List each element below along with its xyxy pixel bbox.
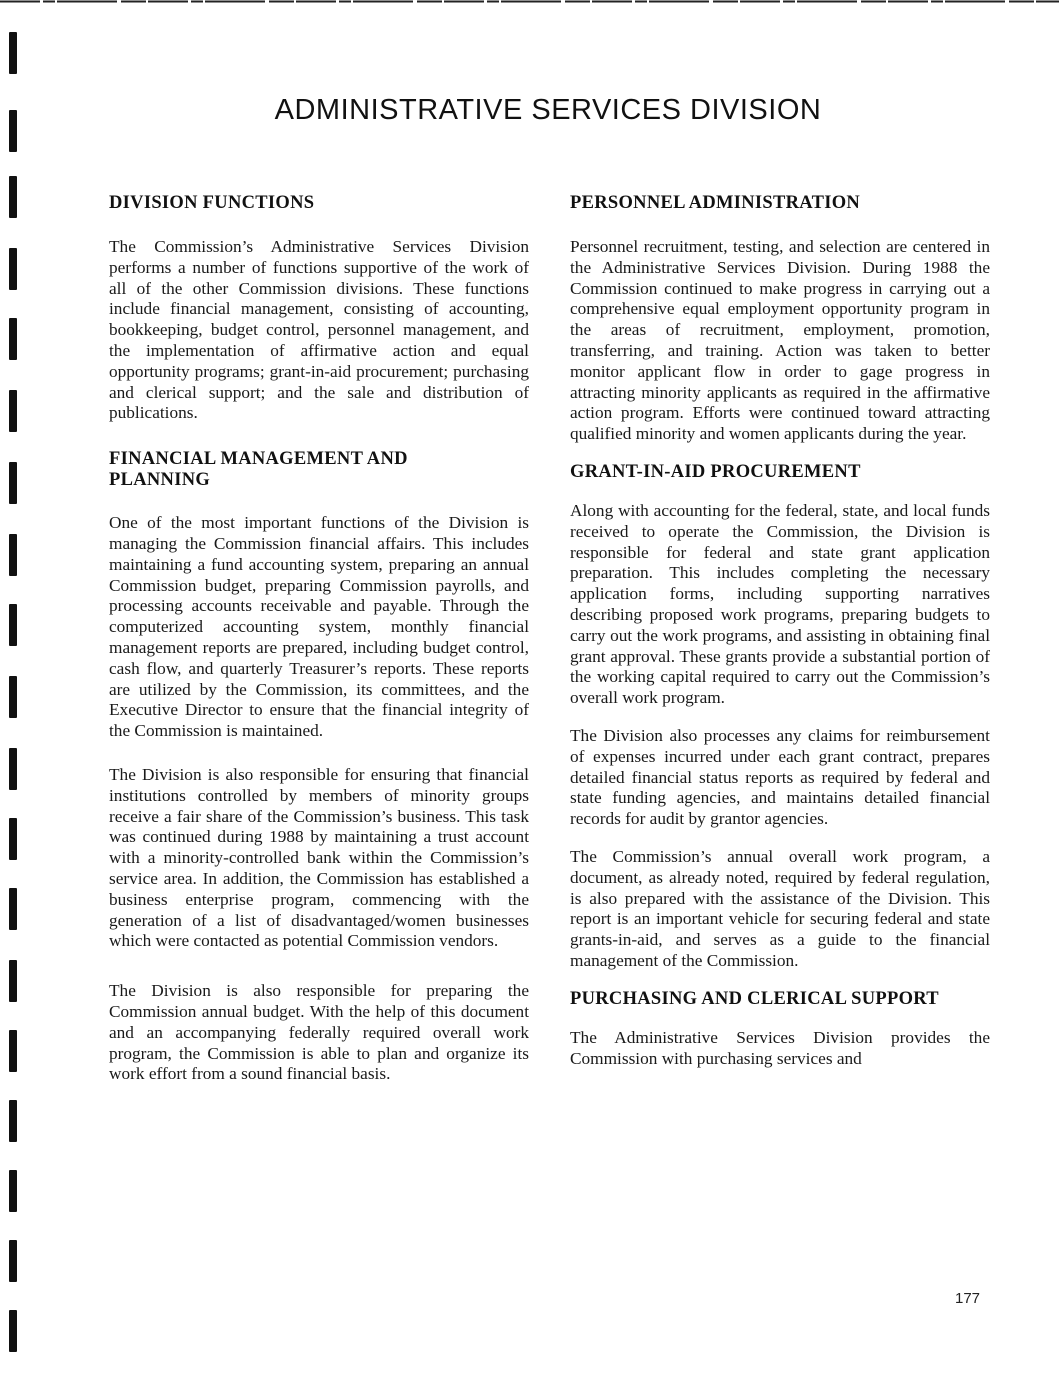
paragraph: The Division also processes any claims for reimbursement of expenses incurred under each grant contract, prepares detailed financial status reports as required by federal and state funding agencies, and maintains detailed financial records for audit by grantor agencies. [570, 725, 990, 829]
section-heading-division-functions: DIVISION FUNCTIONS [109, 193, 315, 213]
paragraph: The Administrative Services Division provides the Commission with purchasing services and [570, 1027, 990, 1068]
section-heading-grant-in-aid: GRANT-IN-AID PROCUREMENT [570, 461, 861, 482]
binder-mark [9, 960, 17, 1002]
scan-edge-line [0, 0, 1059, 4]
binder-mark [9, 1170, 17, 1212]
binder-mark [9, 1100, 17, 1142]
paragraph: Personnel recruitment, testing, and selection are centered in the Administrative Services Division. During 1988 the Commission continued to make progress in carrying out a comprehensive equal employment opportunity program in the areas of recruitment, employment, promotion, transferring, and training. Action was taken to better monitor applicant flow in order to gage progress in attracting minority applicants as required in the affirmative action program. Efforts were continued toward attracting qualified minority and women applicants during the year. [570, 237, 990, 444]
binder-mark [9, 318, 17, 360]
binder-mark [9, 462, 17, 504]
binder-mark [9, 1240, 17, 1282]
binder-mark [9, 390, 17, 432]
binder-mark [9, 176, 17, 218]
binder-mark [9, 1030, 17, 1072]
binder-mark [9, 888, 17, 930]
paragraph: One of the most important functions of the Division is managing the Commission financial affairs. This includes maintaining a fund accounting system, preparing an annual Commission budget, preparing Commission payrolls, and processing accounts receivable and payable. Through the computerized accounting system, monthly financial management reports are prepared, including budget control, cash flow, and quarterly Treasurer’s reports. These reports are utilized by the Commission, its committees, and the Executive Director to ensure that the financial integrity of the Commission is maintained. [109, 513, 529, 741]
paragraph: The Commission’s annual overall work program, a document, as already noted, required by federal regulation, is also prepared with the assistance of the Division. This report is an important vehicle for securing federal and state grants-in-aid, and serves as a guide to the financial management of the Commission. [570, 846, 990, 970]
left-column [109, 193, 529, 1085]
paragraph: The Division is also responsible for ensuring that financial institutions controlled by members of minority groups receive a fair share of the Commission’s business. This task was continued during 1988 by maintaining a trust account with a minority-controlled bank within the Commission’s service area. In addition, the Commission has established a business enterprise program, commencing with the generation of a list of disadvantaged/women businesses which were contacted as potential Commission vendors. [109, 764, 529, 951]
binder-mark [9, 604, 17, 646]
section-heading-personnel-administration: PERSONNEL ADMINISTRATION [570, 193, 861, 213]
binder-mark [9, 748, 17, 790]
binder-mark [9, 818, 17, 860]
binder-mark [9, 1310, 17, 1352]
binder-mark [9, 32, 17, 74]
paragraph: Along with accounting for the federal, state, and local funds received to operate the Commission, the Division is responsible for federal and state grant application preparation. This includes completing the necessary application forms, including supporting narratives describing proposed work programs, preparing budgets to carry out the work programs, and assisting in obtaining final grant approval. These grants provide a substantial portion of the working capital required to carry out the Commission’s overall work program. [570, 500, 990, 708]
binder-mark [9, 248, 17, 290]
binder-mark [9, 534, 17, 576]
page-number: 177 [955, 1290, 981, 1307]
section-heading-financial-management: FINANCIAL MANAGEMENT AND PLANNING [109, 449, 408, 491]
section-heading-purchasing: PURCHASING AND CLERICAL SUPPORT [570, 988, 939, 1009]
right-column [570, 193, 990, 1069]
binder-mark [9, 676, 17, 718]
paragraph: The Commission’s Administrative Services Division performs a number of functions supportive of the work of all of the other Commission divisions. These functions include financial management, consisting of accounting, bookkeeping, budget control, personnel management, and the implementation of affirmative action and equal opportunity programs; grant-in-aid procurement; purchasing and clerical support; and the sale and distribution of publications. [109, 237, 529, 423]
paragraph: The Division is also responsible for preparing the Commission annual budget. With the help of this document and an accompanying federally required overall work program, the Commission is able to plan and organize its work effort from a sound financial basis. [109, 981, 529, 1084]
page-title: ADMINISTRATIVE SERVICES DIVISION [274, 94, 822, 126]
